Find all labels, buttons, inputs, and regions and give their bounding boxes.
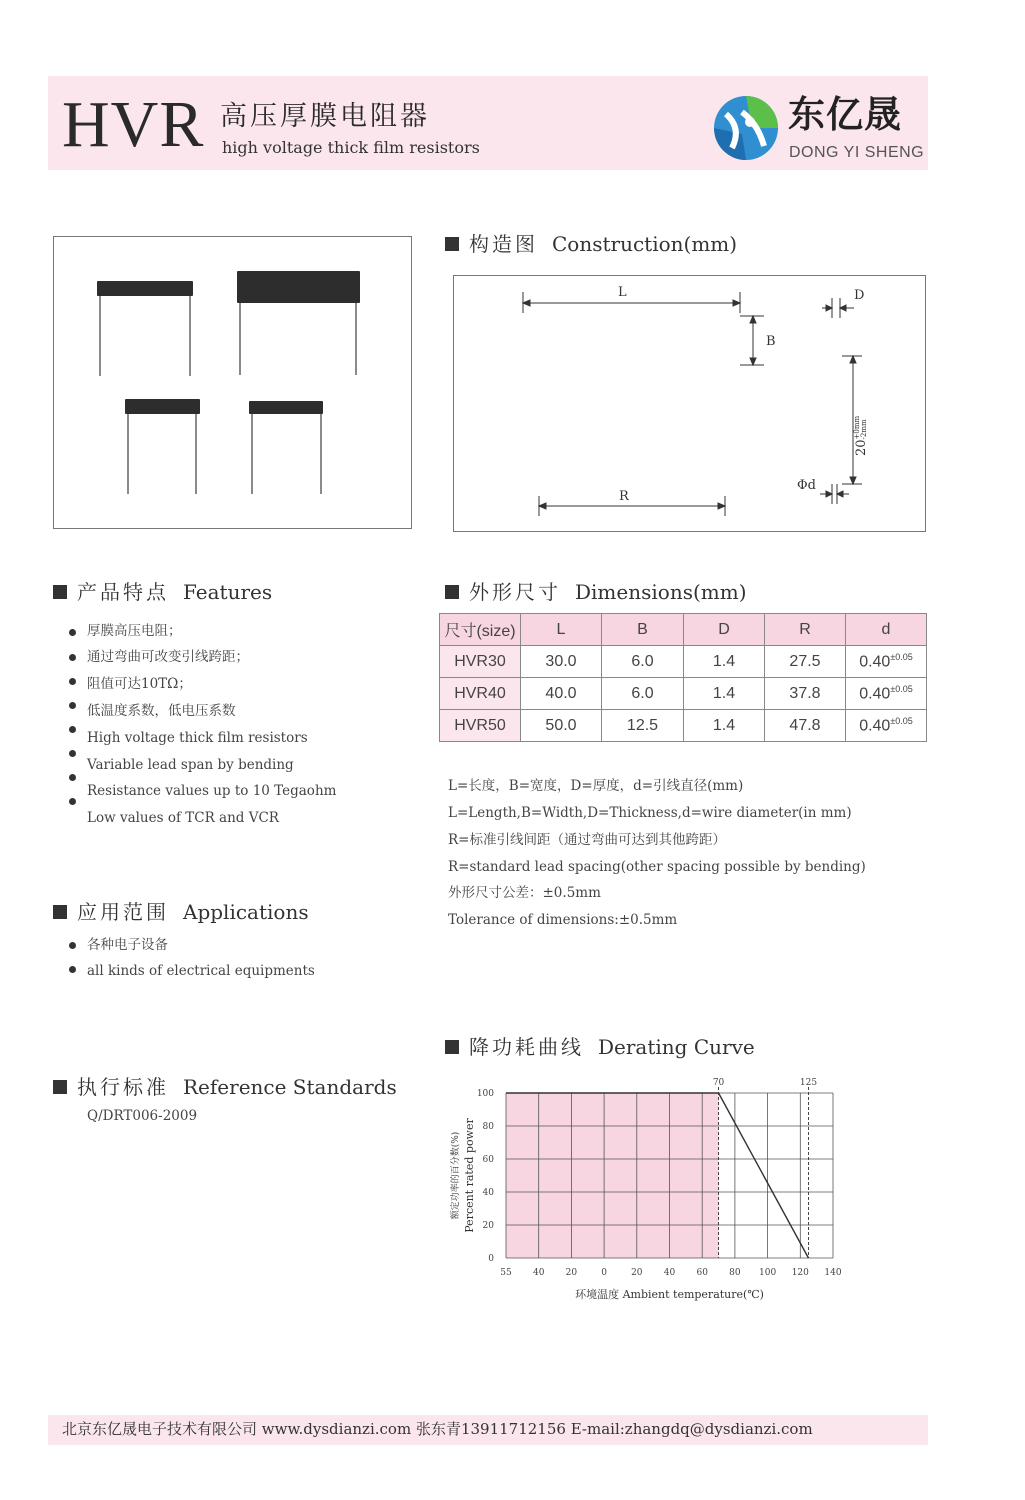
dim-label-r: R	[619, 489, 629, 504]
dim-label-d: D	[854, 288, 865, 303]
table-cell: $0.40^{\pm 0.05}$	[846, 710, 927, 742]
square-bullet-icon	[445, 1040, 459, 1054]
dimensions-table	[439, 613, 927, 742]
bullet-icon	[69, 966, 76, 973]
x-tick-label: 60	[696, 1268, 708, 1278]
table-cell: 6.0	[602, 646, 684, 678]
bullet-icon	[69, 629, 76, 636]
square-bullet-icon	[53, 585, 67, 599]
table-cell: 1.4	[684, 646, 765, 678]
table-cell: 37.8	[765, 678, 846, 710]
y-tick-label: 0	[488, 1254, 494, 1264]
resistor-image	[125, 399, 200, 414]
table-cell: HVR40	[440, 678, 521, 710]
features-heading: 产品特点 Features	[53, 582, 272, 602]
resistor-image	[97, 281, 193, 296]
x-tick-label: 40	[663, 1268, 676, 1278]
square-bullet-icon	[445, 237, 459, 251]
table-header: 尺寸(size)	[440, 614, 521, 646]
standards-heading: 执行标准 Reference Standards	[53, 1077, 397, 1097]
x-tick-label: 80	[729, 1268, 741, 1278]
derating-chart	[440, 1070, 860, 1310]
dim-label-l: L	[618, 285, 627, 300]
feature-item: 低温度系数，低电压系数	[87, 703, 236, 719]
application-item: 各种电子设备	[87, 937, 168, 953]
title-cn: 高压厚膜电阻器	[220, 101, 430, 132]
y-axis-label-en: Percent rated power	[463, 1118, 476, 1233]
chart-marker-label: 70	[712, 1078, 725, 1088]
square-bullet-icon	[445, 585, 459, 599]
table-cell: 1.4	[684, 710, 765, 742]
chart-marker-label: 125	[799, 1078, 818, 1088]
resistor-image	[249, 401, 323, 414]
construction-diagram	[453, 275, 926, 532]
resistor-image	[237, 271, 360, 303]
construction-heading: 构造图 Construction(mm)	[445, 234, 737, 254]
title-en: high voltage thick film resistors	[222, 138, 480, 157]
dimension-note: L=Length,B=Width,D=Thickness,d=wire diameter(in mm)	[448, 805, 852, 821]
table-row	[440, 678, 927, 710]
table-header: B	[602, 614, 684, 646]
table-row	[440, 710, 927, 742]
product-photo	[53, 236, 412, 529]
table-header: R	[765, 614, 846, 646]
y-tick-label: 20	[482, 1221, 494, 1231]
feature-item: High voltage thick film resistors	[87, 730, 308, 746]
bullet-icon	[69, 942, 76, 949]
y-tick-label: 60	[482, 1155, 494, 1165]
table-row	[440, 646, 927, 678]
table-cell: 40.0	[521, 678, 602, 710]
derating-heading: 降功耗曲线 Derating Curve	[445, 1037, 755, 1057]
bullet-icon	[69, 654, 76, 661]
bullet-icon	[69, 702, 76, 709]
x-tick-label: 0	[601, 1268, 607, 1278]
dimension-note: Tolerance of dimensions:±0.5mm	[448, 912, 678, 928]
table-cell: 47.8	[765, 710, 846, 742]
feature-item: Variable lead span by bending	[87, 757, 294, 773]
table-cell: HVR30	[440, 646, 521, 678]
x-tick-label: 55	[500, 1268, 512, 1278]
dimensions-heading: 外形尺寸 Dimensions(mm)	[445, 582, 747, 602]
model-title: HVR	[62, 88, 205, 161]
footer-contact: 北京东亿晟电子技术有限公司 www.dysdianzi.com 张东青13911712156 E-mail:zhangdq@dysdianzi.com	[62, 1420, 813, 1438]
chart-shaded-region	[506, 1093, 719, 1258]
bullet-icon	[69, 750, 76, 757]
table-header: D	[684, 614, 765, 646]
table-header-row	[440, 614, 927, 646]
dimension-note: 外形尺寸公差：±0.5mm	[448, 885, 601, 901]
brand-logo-icon	[712, 94, 780, 162]
feature-item: Resistance values up to 10 Tegaohm	[87, 783, 337, 799]
standard-code: Q/DRT006-2009	[87, 1108, 198, 1124]
table-header: L	[521, 614, 602, 646]
feature-item: 阻值可达10TΩ；	[87, 676, 192, 692]
applications-heading: 应用范围 Applications	[53, 902, 309, 922]
bullet-icon	[69, 798, 76, 805]
dim-label-b: B	[766, 334, 776, 349]
table-header: d	[846, 614, 927, 646]
x-tick-label: 40	[532, 1268, 545, 1278]
dim-label-phid: Φd	[797, 478, 816, 493]
table-cell: 27.5	[765, 646, 846, 678]
dim-label-lead-length: 20+0mm -2mm	[853, 415, 869, 456]
dimension-note: R=standard lead spacing(other spacing possible by bending)	[448, 859, 866, 875]
table-cell: 30.0	[521, 646, 602, 678]
dimension-note: R=标准引线间距（通过弯曲可达到其他跨距）	[448, 832, 726, 848]
y-axis-label-cn: 额定功率的百分数(%)	[451, 1131, 461, 1220]
x-tick-label: 20	[631, 1268, 643, 1278]
y-tick-label: 40	[482, 1188, 494, 1198]
brand-name-cn: 东亿晟	[788, 93, 902, 136]
bullet-icon	[69, 726, 76, 733]
bullet-icon	[69, 678, 76, 685]
x-tick-label: 100	[759, 1268, 777, 1278]
feature-item: Low values of TCR and VCR	[87, 810, 279, 826]
brand-name-en: DONG YI SHENG	[789, 144, 925, 161]
x-tick-label: 140	[824, 1268, 842, 1278]
y-tick-label: 100	[476, 1089, 494, 1099]
feature-item: 通过弯曲可改变引线跨距；	[87, 649, 249, 665]
table-cell: HVR50	[440, 710, 521, 742]
dimension-note: L=长度，B=宽度，D=厚度，d=引线直径(mm)	[448, 778, 744, 794]
application-item: all kinds of electrical equipments	[87, 963, 315, 979]
feature-item: 厚膜高压电阻；	[87, 623, 182, 639]
table-cell: 12.5	[602, 710, 684, 742]
table-cell: 6.0	[602, 678, 684, 710]
square-bullet-icon	[53, 905, 67, 919]
bullet-icon	[69, 774, 76, 781]
table-cell: 50.0	[521, 710, 602, 742]
table-cell: 1.4	[684, 678, 765, 710]
square-bullet-icon	[53, 1080, 67, 1094]
table-cell: $0.40^{\pm 0.05}$	[846, 678, 927, 710]
x-axis-label: 环境温度 Ambient temperature(℃)	[575, 1288, 764, 1301]
y-tick-label: 80	[482, 1122, 494, 1132]
x-tick-label: 20	[565, 1268, 578, 1278]
x-tick-label: 120	[791, 1268, 809, 1278]
table-cell: $0.40^{\pm 0.05}$	[846, 646, 927, 678]
